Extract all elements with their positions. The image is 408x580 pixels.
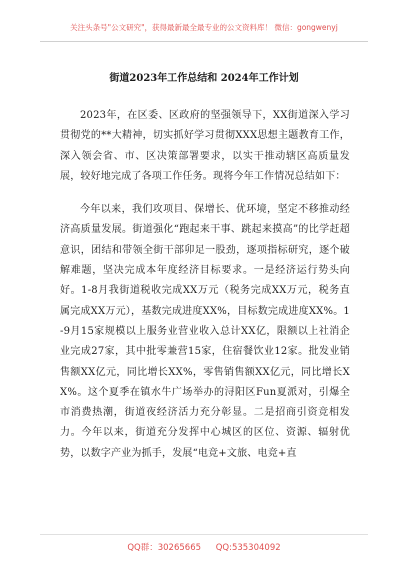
footer-contacts [0,541,408,553]
footer-qq-group: QQ群：30265665 [127,543,202,553]
footer-qq-number: QQ:535304092 [215,543,281,553]
document-title: 街道2023年工作总结和 2024年工作计划 [109,73,299,84]
document-body [60,106,350,477]
header-notice: 关注头条号"公文研究"，获得最新最全最专业的公文资料库！ 微信：gongwenyj [70,23,338,32]
header-divider [40,41,368,42]
paragraph-economy: 今年以来，我们攻项目、保增长、优环境，坚定不移推动经济高质量发展。街道强化“跑起来干事、跳起来摸高”的比学赶超意识，团结和带领全街干部卯足一股劲，逐项指标研究，逐个破解难题，坚决完成本年度经济目标要求。一是经济运行势头向好。1-8月我街道税收完成XX万元（税务完成XX万元，税务直属完成XX万元），基数完成进度XX%，目标数完成进度XX%。1-9月15家规模以上服务业营业收入总计XX亿，限额以上社消企业完成27家，其中批零兼营15家，住宿餐饮业12家。批发业销售额XX亿元，同比增长XX%，零售销售额XX亿元，同比增长XX%。这个夏季在镇水牛广场举办的浔阳区Fun夏派对，引爆全市消费热潮，街道夜经济活力充分彰显。二是招商引资竞相发力。今年以来，街道充分发挥中心城区的区位、资源、辐射优势，以数字产业为抓手，发展“电竞+文旅、电竞+直 [60,204,350,459]
paragraph-intro: 2023年，在区委、区政府的坚强领导下，XX街道深入学习贯彻党的**大精神，切实抓好学习贯彻XXX思想主题教育工作，深入领会省、市、区决策部署要求，以实干推动辖区高质量发展，较好地完成了各项工作任务。现将今年工作情况总结如下： [60,110,350,182]
footer-divider [40,534,368,535]
